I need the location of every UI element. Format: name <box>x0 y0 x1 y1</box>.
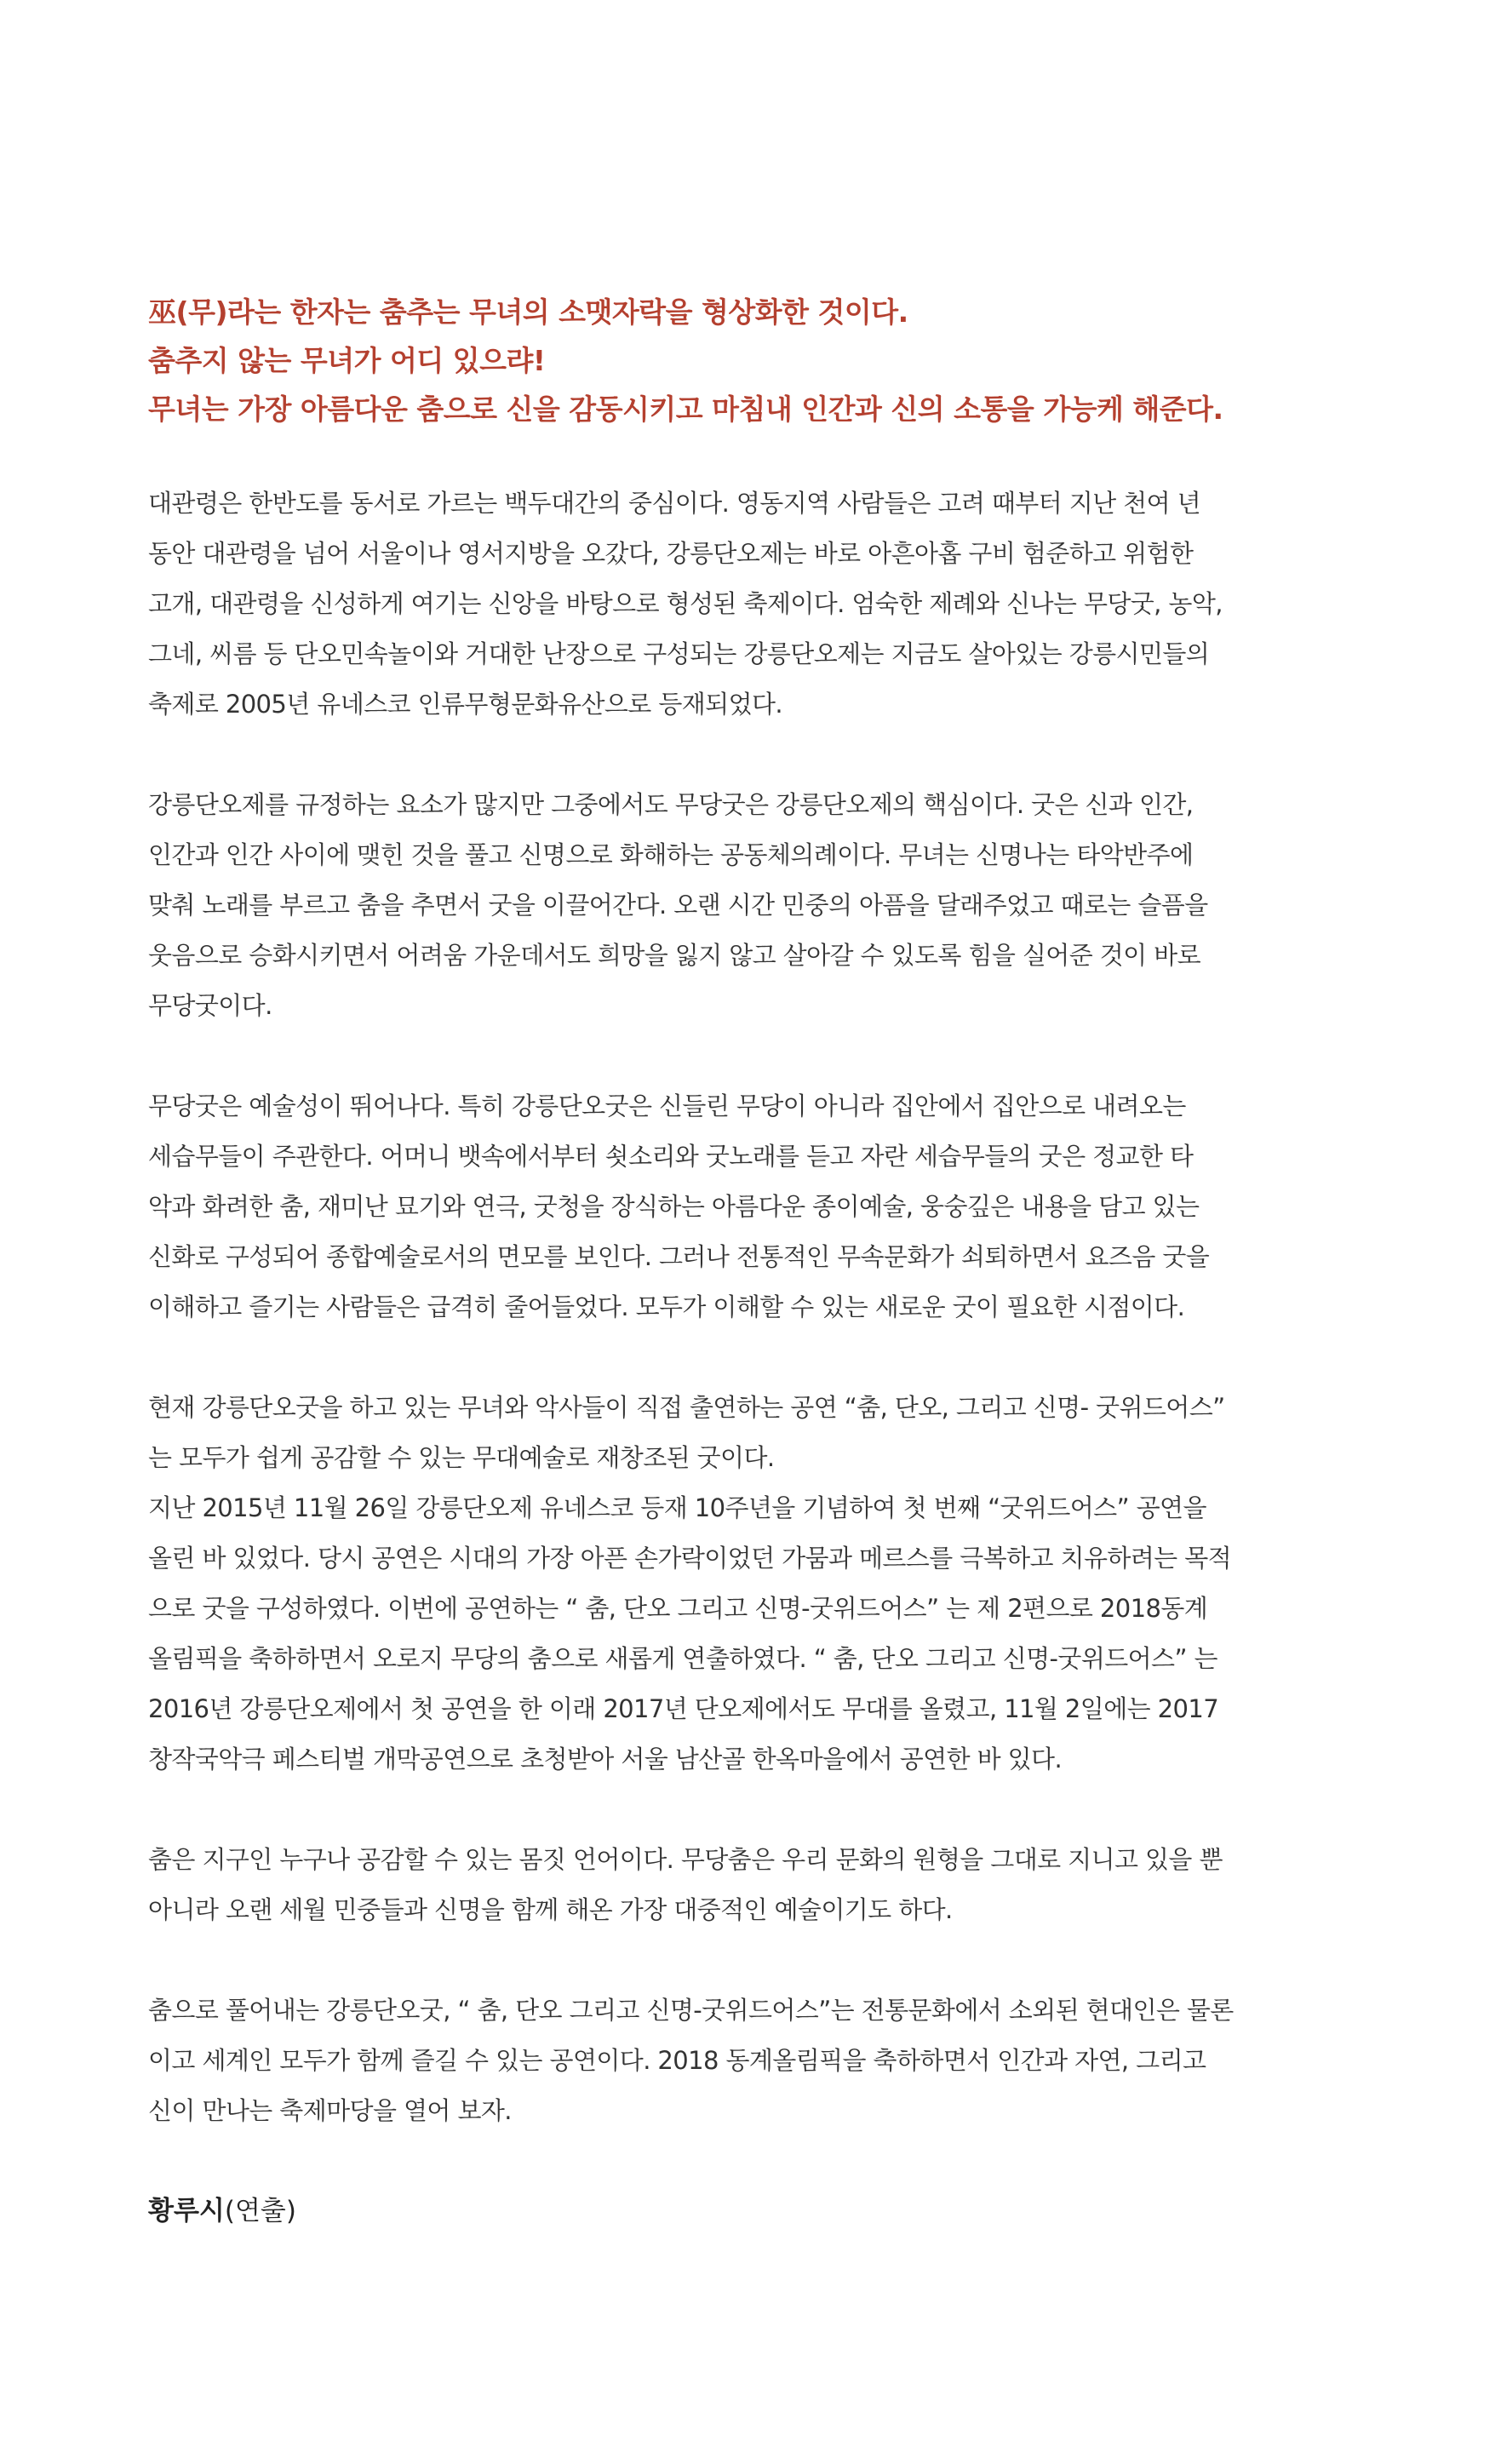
paragraph-line: 인간과 인간 사이에 맺힌 것을 풀고 신명으로 화해하는 공동체의례이다. 무녀는 신명나는 타악반주에 <box>148 840 1194 869</box>
paragraph-5 <box>148 1835 1354 1935</box>
paragraph-line: 웃음으로 승화시키면서 어려움 가운데서도 희망을 잃지 않고 살아갈 수 있도록 힘을 실어준 것이 바로 <box>148 941 1201 970</box>
paragraph-line: 강릉단오제를 규정하는 요소가 많지만 그중에서도 무당굿은 강릉단오제의 핵심이다. 굿은 신과 인간, <box>148 790 1194 819</box>
author-role: (연출) <box>224 2196 296 2226</box>
paragraph-line: 축제로 2005년 유네스코 인류무형문화유산으로 등재되었다. <box>148 690 783 719</box>
paragraph-line: 동안 대관령을 넘어 서울이나 영서지방을 오갔다, 강릉단오제는 바로 아흔아홉 구비 험준하고 위험한 <box>148 539 1194 568</box>
author-credit <box>148 2186 1354 2237</box>
paragraph-line: 지난 2015년 11월 26일 강릉단오제 유네스코 등재 10주년을 기념하여 첫 번째 “굿위드어스” 공연을 <box>148 1493 1206 1522</box>
paragraph-line: 는 모두가 쉽게 공감할 수 있는 무대예술로 재창조된 굿이다. <box>148 1443 775 1472</box>
paragraph-line: 춤으로 풀어내는 강릉단오굿, “ 춤, 단오 그리고 신명-굿위드어스”는 전통문화에서 소외된 현대인은 물론 <box>148 1996 1234 2025</box>
paragraph-line: 신이 만나는 축제마당을 열어 보자. <box>148 2096 512 2125</box>
author-name: 황루시 <box>148 2196 225 2226</box>
paragraph-3 <box>148 1081 1354 1332</box>
paragraph-line: 그네, 씨름 등 단오민속놀이와 거대한 난장으로 구성되는 강릉단오제는 지금도 살아있는 강릉시민들의 <box>148 639 1210 668</box>
paragraph-1 <box>148 478 1354 730</box>
headline-line: 巫(무)라는 한자는 춤추는 무녀의 소맷자락을 형상화한 것이다. <box>148 295 908 329</box>
paragraph-6 <box>148 1986 1354 2136</box>
paragraph-line: 고개, 대관령을 신성하게 여기는 신앙을 바탕으로 형성된 축제이다. 엄숙한 제례와 신나는 무당굿, 농악, <box>148 589 1223 618</box>
paragraph-line: 올림픽을 축하하면서 오로지 무당의 춤으로 새롭게 연출하였다. “ 춤, 단오 그리고 신명-굿위드어스” 는 <box>148 1644 1217 1673</box>
paragraph-line: 신화로 구성되어 종합예술로서의 면모를 보인다. 그러나 전통적인 무속문화가 쇠퇴하면서 요즈음 굿을 <box>148 1242 1210 1271</box>
paragraph-line: 창작국악극 페스티벌 개막공연으로 초청받아 서울 남산골 한옥마을에서 공연한 바 있다. <box>148 1745 1063 1774</box>
paragraph-line: 으로 굿을 구성하였다. 이번에 공연하는 “ 춤, 단오 그리고 신명-굿위드어스” 는 제 2편으로 2018동계 <box>148 1594 1208 1623</box>
paragraph-2 <box>148 780 1354 1031</box>
paragraph-line: 세습무들이 주관한다. 어머니 뱃속에서부터 쇳소리와 굿노래를 듣고 자란 세습무들의 굿은 정교한 타 <box>148 1142 1194 1171</box>
paragraph-4 <box>148 1383 1354 1785</box>
paragraph-line: 대관령은 한반도를 동서로 가르는 백두대간의 중심이다. 영동지역 사람들은 고려 때부터 지난 천여 년 <box>148 489 1201 518</box>
paragraph-line: 악과 화려한 춤, 재미난 묘기와 연극, 굿청을 장식하는 아름다운 종이예술, 웅숭깊은 내용을 담고 있는 <box>148 1192 1200 1221</box>
paragraph-line: 이고 세계인 모두가 함께 즐길 수 있는 공연이다. 2018 동계올림픽을 축하하면서 인간과 자연, 그리고 <box>148 2046 1206 2075</box>
headline-line: 춤추지 않는 무녀가 어디 있으랴! <box>148 344 546 377</box>
headline-block <box>148 288 1354 433</box>
article-content <box>148 288 1354 2237</box>
paragraph-line: 맞춰 노래를 부르고 춤을 추면서 굿을 이끌어간다. 오랜 시간 민중의 아픔을 달래주었고 때로는 슬픔을 <box>148 891 1208 920</box>
paragraph-line: 이해하고 즐기는 사람들은 급격히 줄어들었다. 모두가 이해할 수 있는 새로운 굿이 필요한 시점이다. <box>148 1292 1185 1321</box>
headline-line: 무녀는 가장 아름다운 춤으로 신을 감동시키고 마침내 인간과 신의 소통을 가능케 해준다. <box>148 393 1223 426</box>
paragraph-line: 무당굿은 예술성이 뛰어나다. 특히 강릉단오굿은 신들린 무당이 아니라 집안에서 집안으로 내려오는 <box>148 1092 1186 1120</box>
paragraph-line: 올린 바 있었다. 당시 공연은 시대의 가장 아픈 손가락이었던 가뭄과 메르스를 극복하고 치유하려는 목적 <box>148 1544 1232 1573</box>
paragraph-line: 아니라 오랜 세월 민중들과 신명을 함께 해온 가장 대중적인 예술이기도 하다. <box>148 1895 953 1924</box>
paragraph-line: 현재 강릉단오굿을 하고 있는 무녀와 악사들이 직접 출연하는 공연 “춤, 단오, 그리고 신명- 굿위드어스” <box>148 1393 1225 1422</box>
paragraph-line: 춤은 지구인 누구나 공감할 수 있는 몸짓 언어이다. 무당춤은 우리 문화의 원형을 그대로 지니고 있을 뿐 <box>148 1845 1223 1874</box>
paragraph-line: 무당굿이다. <box>148 991 272 1020</box>
paragraph-line: 2016년 강릉단오제에서 첫 공연을 한 이래 2017년 단오제에서도 무대를 올렸고, 11월 2일에는 2017 <box>148 1694 1219 1723</box>
